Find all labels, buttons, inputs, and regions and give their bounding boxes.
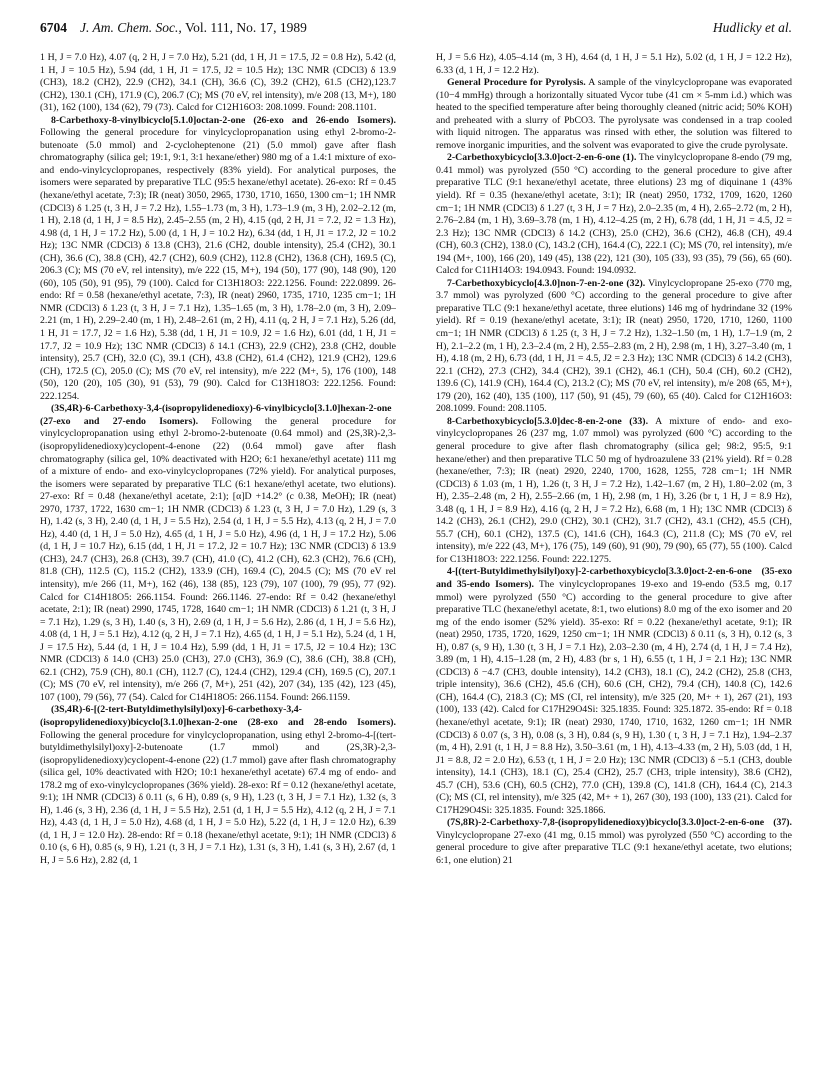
paragraph-title: General Procedure for Pyrolysis. [447,77,586,89]
running-authors: Hudlicky et al. [712,20,792,35]
paragraph [40,115,396,404]
paragraph-body: A mixture of endo- and exo-vinylcyclopropanes 26 (237 mg, 1.07 mmol) was pyrolyzed (600 °C) according to the general procedure to give after flash chromatography (silica gel; 98:2, 95:5, 9:1 hexane/ether) and then preparative TLC 50 mg of hydroazulene 33 (21% yield). Rf = 0.28 (hexane/ether, 7:3); IR (neat) 2920, 2240, 1700, 1628, 1255, 728 cm−1; 1H NMR (CDCl3) δ 1.03 (m, 1 H), 1.26 (t, 3 H, J = 7.2 Hz), 1.42–1.67 (m, 2 H), 1.80–2.02 (m, 3 H), 2.35–2.48 (m, 2 H), 2.55–2.66 (m, 1 H), 2.98 (m, 1 H), 3.26 (br t, 1 H, J = 8.9 Hz), 3.48 (q, 1 H, J = 8.9 Hz), 4.16 (q, 2 H, J = 7.2 Hz), 6.68 (m, 1 H); 13C NMR (CDCl3) δ 14.2 (CH3), 26.1 (CH2), 29.0 (CH2), 30.1 (CH2), 31.7 (CH2), 43.1 (CH2), 45.5 (CH), 55.7 (CH), 60.1 (CH2), 137.5 (C), 141.6 (CH), 164.3 (C), 211.8 (C); MS (70 eV, rel intensity), m/e 222 (43, M+), 176 (75), 149 (60), 91 (90), 79 (90), 65 (77), 55 (100). Calcd for C13H18O3: 222.1256. Found: 222.1275. [436,415,792,565]
paragraph-body: Vinylcyclopropane 27-exo (41 mg, 0.15 mmol) was pyrolyzed (550 °C) according to the general procedure to give after preparative TLC (9:1 hexane/ethyl acetate, two elutions; 6:1, one elution) 21 [436,829,792,866]
paragraph-title: 8-Carbethoxybicyclo[5.3.0]dec-8-en-2-one (33). [447,415,649,427]
paragraph-body: The vinylcyclopropane 8-endo (79 mg, 0.41 mmol) was pyrolyzed (550 °C) according to the general procedure to give after preparative TLC (9:1 hexane/ethyl acetate, three elutions) 23 mg of diquinane 1 (43% yield). Rf = 0.35 (hexane/ethyl acetate, 3:1); IR (neat) 2950, 1732, 1709, 1620, 1260 cm−1; 1H NMR (CDCl3) δ 1.27 (t, 3 H, J = 7 Hz), 2.0–2.35 (m, 4 H), 2.65–2.72 (m, 2 H), 2.76–2.84 (m, 1 H), 3.69–3.78 (m, 1 H), 4.12–4.25 (m, 2 H), 6.78 (dd, 1 H, J1 = 4.5, J2 = 2.3 Hz); 13C NMR (CDCl3) δ 14.2 (CH3), 25.0 (CH2), 36.6 (CH2), 46.8 (CH), 49.4 (CH), 60.3 (CH2), 138.0 (C), 143.2 (CH), 164.4 (C), 222.1 (C); MS (70, rel intensity), m/e 194 (M+, 100), 166 (20), 149 (45), 138 (22), 121 (30), 105 (33), 93 (35), 79 (56), 65 (60). Calcd for C11H14O3: 194.0943. Found: 194.0932. [436,152,792,277]
paragraph-body: Following the general procedure for vinylcyclopropanation using ethyl 2-bromo-2-butenoate (0.64 mmol) and (2S,3R)-2,3-(isopropylidenedioxy)cyclopent-4-enone (22) (0.64 mmol) gave after flash chromatography (silica gel, 10% deactivated with H2O; 6:1 hexane/ethyl acetate) 111 mg of a mixture of endo- and exo-vinylcyclopropanes (72% yield). For analytical purposes, the isomers were separated by preparative TLC (6:1 hexane/ethyl acetate, two elutions). 27-exo: Rf = 0.48 (hexane/ethyl acetate, 2:1); [α]D +14.2° (c 0.38, MeOH); IR (neat) 2970, 1737, 1722, 1630 cm−1; 1H NMR (CDCl3) δ 1.23 (t, 3 H, J = 7.0 Hz), 1.29 (s, 3 H), 1.42 (s, 3 H), 2.40 (d, 1 H, J = 5.5 Hz), 2.54 (d, 1 H, J = 5.5 Hz), 4.13 (q, 2 H, J = 7.0 Hz), 4.40 (d, 1 H, J = 5.0 Hz), 4.65 (d, 1 H, J = 5.0 Hz), 4.96 (d, 1 H, J = 17.2 Hz), 5.06 (d, 1 H, J = 10.7 Hz), 6.15 (dd, 1 H, J1 = 17.2, J2 = 10.7 Hz); 13C NMR (CDCl3) δ 13.9 (CH3), 24.7 (CH3), 26.8 (CH3), 39.7 (CH), 41.0 (C), 41.2 (CH), 62.3 (CH2), 76.6 (CH), 81.8 (CH), 112.5 (C), 115.2 (CH2), 133.9 (CH), 169.4 (C), 204.5 (C); MS (70 eV rel intensity), m/e 266 (11, M+), 162 (46), 138 (85), 123 (79), 107 (100), 79 (95), 77 (92). Calcd for C14H18O5: 266.1154. Found: 266.1146. 27-endo: Rf = 0.42 (hexane/ethyl acetate, 2:1); IR (neat) 2990, 1745, 1728, 1640 cm−1; 1H NMR (CDCl3) δ 1.21 (t, 3 H, J = 7.1 Hz), 1.29 (s, 3 H), 1.40 (s, 3 H), 2.69 (d, 1 H, J = 5.6 Hz), 2.86 (d, 1 H, J = 5.6 Hz), 4.08 (d, 1 H, J = 5.1 Hz), 4.12 (q, 2 H, J = 7.1 Hz), 4.65 (d, 1 H, J = 5.1 Hz), 5.24 (d, 1 H, J = 17.5 Hz), 5.44 (d, 1 H, J = 10.4 Hz), 5.99 (dd, 1 H, J1 = 17.5, J2 = 10.4 Hz); 13C NMR (CDCl3) δ 14.0 (CH3) 25.0 (CH3), 27.0 (CH3), 36.9 (C), 38.6 (CH), 38.8 (CH), 62.1 (CH2), 75.9 (CH), 80.1 (CH), 112.7 (C), 124.4 (CH2), 129.4 (CH), 169.5 (C), 207.1 (C); MS (70 eV, rel intensity), m/e 266 (7, M+), 251 (42), 207 (34), 135 (42), 123 (45), 107 (100), 79 (56), 77 (54). Calcd for C14H18O5: 266.1154. Found: 266.1159. [40,415,396,703]
paragraph-title: (7S,8R)-2-Carbethoxy-7,8-(isopropylidenedioxy)bicyclo[3.3.0]oct-2-en-6-one (37). [447,817,792,829]
running-header [40,20,792,42]
paragraph-title: (3S,4R)-6-Carbethoxy-3,4-(isopropylidenedioxy)-6-vinylbicyclo[3.1.0]hexan-2-one (27-exo and 27-endo Isomers). [40,403,392,427]
paragraph [40,704,396,867]
journal-issue: Vol. 111, No. 17, 1989 [185,20,307,35]
paragraph [436,416,792,567]
paragraph [436,817,792,867]
paragraph-title: (3S,4R)-6-[(2-tert-Butyldimethylsilyl)oxy]-6-carbethoxy-3,4-(isopropylidenedioxy)bicyclo[3.1.0]hexan-2-one (28-exo and 28-endo Isomers). [40,704,396,728]
paragraph-body: Following the general procedure for vinylcyclopropanation using ethyl 2-bromo-2-butenoate (5.0 mmol) and 2-cycloheptenone (21) (5.0 mmol) gave after flash chromatography (silica gel; 19:1, 9:1, 3:1 hexane/ether) 980 mg of a 1.4:1 mixture of exo- and endo-vinylcyclopropanes, respectively (83% yield). For analytical purposes, the isomers were separated by preparative TLC (95:5 hexane/ethyl acetate). 26-exo: Rf = 0.45 (hexane/ethyl acetate, 7:3); IR (neat) 3050, 2965, 1730, 1710, 1650, 1300 cm−1; 1H NMR (CDCl3) δ 1.25 (t, 3 H, J = 7.2 Hz), 1.55–1.73 (m, 3 H), 1.73–1.9 (m, 3 H), 2.02–2.12 (m, 1 H), 2.18 (d, 1 H, J = 8.5 Hz), 2.45–2.55 (m, 2 H), 4.15 (qd, 2 H, J1 = 7.2, J2 = 1.3 Hz), 4.98 (d, 1 H, J = 17.2 Hz), 5.00 (d, 1 H, J = 10.2 Hz), 6.34 (dd, 1 H, J1 = 17.2, J2 = 10.2 Hz); 13C NMR (CDCl3) δ 13.8 (CH3), 21.6 (CH2, double intensity), 25.4 (CH2), 30.1 (CH), 36.6 (C), 38.8 (CH), 42.7 (CH2), 60.9 (CH2), 112.8 (CH2), 136.8 (CH), 169.5 (C), 206.3 (C); MS (70 eV, rel intensity), m/e 222 (15, M+), 194 (50), 177 (90), 148 (90), 120 (60), 105 (50), 91 (95), 79 (100). Calcd for C13H18O3: 222.1256. Found: 222.0899. 26-endo: Rf = 0.58 (hexane/ethyl acetate, 7:3), IR (neat) 2960, 1735, 1710, 1235 cm−1; 1H NMR (CDCl3) δ 1.23 (t, 3 H, J = 7.1 Hz), 1.35–1.65 (m, 3 H), 1.78–2.0 (m, 3 H), 2.09–2.21 (m, 1 H), 2.29–2.40 (m, 1 H), 2.48–2.61 (m, 2 H), 4.11 (q, 2 H, J = 7.1 Hz), 5.26 (dd, 1 H, J1 = 17.7, J2 = 1.6 Hz), 5.38 (dd, 1 H, J1 = 10.9, J2 = 1.6 Hz), 6.01 (dd, 1 H, J1 = 17.7, J2 = 10.9 Hz); 13C NMR (CDCl3) δ 14.1 (CH3), 22.9 (CH2), 23.8 (CH2, double intensity), 25.7 (CH), 32.0 (C), 39.1 (CH), 43.8 (CH2), 61.4 (CH2), 121.9 (CH2), 129.6 (CH), 172.5 (C), 205.0 (C); MS (70 eV, rel intensity), m/e 222 (M+, 5), 176 (100), 148 (50), 120 (20), 105 (30), 91 (53), 79 (90). Calcd for C13H18O3: 222.1256. Found: 222.1254. [40,127,396,402]
paragraph [436,152,792,277]
paragraph-body: Vinylcyclopropane 25-exo (770 mg, 3.7 mmol) was pyrolyzed (600 °C) according to the general procedure to give after preparative TLC (9:1 hexane/ethyl acetate, three elutions) 146 mg of hydrindane 32 (19% yield). Rf = 0.19 (hexane/ethyl acetate, 3:1); IR (neat) 2950, 1720, 1710, 1260, 1100 cm−1; 1H NMR (CDCl3) δ 1.25 (t, 3 H, J = 7.2 Hz), 1.32–1.50 (m, 1 H), 1.7–1.9 (m, 2 H), 2.1–2.2 (m, 1 H), 2.3–2.4 (m, 2 H), 2.55–2.83 (m, 2 H), 2.98 (m, 1 H), 3.27–3.40 (m, 1 H), 4.18 (m, 2 H), 6.73 (dd, 1 H, J1 = 4.5, J2 = 2.3 Hz); 13C NMR (CDCl3) δ 14.2 (CH3), 22.1 (CH2), 27.3 (CH2), 34.4 (CH2), 39.1 (CH2), 46.1 (CH), 50.4 (CH), 60.2 (CH2), 139.6 (C), 141.9 (CH), 164.4 (C), 213.2 (C); MS (70 eV, rel intensity), m/e 208 (65, M+), 179 (20), 162 (40), 135 (100), 117 (50), 91 (45), 79 (60), 65 (40). Calcd for C12H16O3: 208.1099. Found: 208.1105. [436,277,792,415]
paragraph [436,77,792,152]
paragraph-title: 4-[(tert-Butyldimethylsilyl)oxy]-2-carbethoxybicyclo[3.3.0]oct-2-en-6-one (35-exo and 35-endo Isomers). [436,566,792,590]
journal-citation [80,20,307,36]
paragraph-body: A sample of the vinylcyclopropane was evaporated (10−4 mmHg) through a horizontally situated Vycor tube (41 cm × 5-mm i.d.) which was heated to the specified temperature after being thoroughly cleaned (nitric acid; 50% KOH) and preheated with a slurry of PbCO3. The pyrolysate was condensed in a trap cooled with liquid nitrogen. The apparatus was rinsed with ether, the solution was filtered to remove inorganic impurities, and the solvent was evaporated to give the crude pyrolysate. [436,77,792,151]
paragraph [436,278,792,416]
left-column [40,52,396,1062]
journal-name: J. Am. Chem. Soc., [80,20,182,35]
paragraph-body: 1 H, J = 7.0 Hz), 4.07 (q, 2 H, J = 7.0 Hz), 5.21 (dd, 1 H, J1 = 17.5, J2 = 0.8 Hz), 5.42 (d, 1 H, J = 10.5 Hz), 5.94 (dd, 1 H, J1 = 17.5, J2 = 10.5 Hz); 13C NMR (CDCl3) δ 13.9 (CH3), 18.2 (CH2), 22.9 (CH2), 34.1 (CH), 36.6 (C), 39.2 (CH2), 61.5 (CH2),123.7 (CH2), 130.1 (CH), 171.9 (C), 206.7 (C); MS (70 eV, rel intensity), m/e 208 (13, M+), 180 (31), 162 (100), 134 (62), 79 (73). Calcd for C12H16O3: 208.1099. Found: 208.1101. [40,52,396,114]
paragraph-body: Following the general procedure for vinylcyclopropanation, using ethyl 2-bromo-4-[(tert-butyldimethylsilyl)oxy]-2-butenoate (1.7 mmol) and (2S,3R)-2,3-(isopropylidenedioxy)cyclopent-4-enone (22) (1.7 mmol) gave after flash chromatography (silica gel, 10% deactivated with H2O; 10:1 hexane/ethyl acetate) 67.4 mg of endo- and 178.2 mg of exo-vinylcyclopropanes (36% yield). 28-exo: Rf = 0.12 (hexane/ethyl acetate, 9:1); 1H NMR (CDCl3) δ 0.11 (s, 6 H), 0.89 (s, 9 H), 1.23 (t, 3 H, J = 7.1 Hz), 1.32 (s, 3 H), 1.46 (s, 3 H), 2.36 (d, 1 H, J = 5.5 Hz), 2.51 (d, 1 H, J = 5.5 Hz), 4.12 (q, 2 H, J = 7.1 Hz), 4.43 (d, 1 H, J = 5.0 Hz), 4.68 (d, 1 H, J = 5.0 Hz), 5.22 (d, 1 H, J = 12.0 Hz), 6.39 (d, 1 H, J = 12.0 Hz). 28-endo: Rf = 0.18 (hexane/ethyl acetate, 9:1); 1H NMR (CDCl3) δ 0.10 (s, 6 H), 0.85 (s, 9 H), 1.21 (t, 3 H, J = 7.1 Hz), 1.31 (s, 3 H), 1.41 (s, 3 H), 2.67 (d, 1 H, J = 5.6 Hz), 2.82 (d, 1 [40,729,396,866]
page-number: 6704 [40,20,67,35]
paragraph [40,403,396,704]
paragraph-title: 8-Carbethoxy-8-vinylbicyclo[5.1.0]octan-2-one (26-exo and 26-endo Isomers). [51,114,396,126]
paragraph-title: 7-Carbethoxybicyclo[4.3.0]non-7-en-2-one (32). [447,277,646,289]
paragraph [436,52,792,77]
right-column [436,52,792,1062]
paragraph-body: The vinylcyclopropanes 19-exo and 19-endo (53.5 mg, 0.17 mmol) were pyrolyzed (550 °C) according to the general procedure to give after preparative TLC (hexane/ethyl acetate, 8:1, two elutions) 8.0 mg of the exo isomer and 20 mg of the endo isomer (52% yield). 35-exo: Rf = 0.22 (hexane/ethyl acetate, 9:1); IR (neat) 2950, 1735, 1720, 1629, 1250 cm−1; 1H NMR (CDCl3) δ 0.11 (s, 3 H), 0.12 (s, 3 H), 0.87 (s, 9 H), 1.30 (t, 3 H, J = 7.1 Hz), 2.03–2.30 (m, 4 H), 2.74 (d, 1 H, J = 7.4 Hz), 3.89 (m, 1 H), 4.15–1.28 (m, 2 H), 4.83 (br s, 1 H), 6.55 (t, 1 H, J = 2.1 Hz); 13C NMR (CDCl3) δ −4.7 (CH3, double intensity), 14.2 (CH3), 18.1 (C), 24.2 (CH2), 25.8 (CH3, triple intensity), 36.6 (CH2), 45.6 (CH), 60.6 (CH, CH2), 79.4 (CH), 140.8 (C), 142.6 (CH), 164.4 (C), 218.3 (C); MS (CI, rel intensity), m/e 325 (20, M+ + 1), 267 (21), 193 (100), 133 (42). Calcd for C17H29O4Si: 325.1835. Found: 325.1872. 35-endo: Rf = 0.18 (hexane/ethyl acetate, 9:1); IR (neat) 2930, 1740, 1710, 1632, 1260 cm−1; 1H NMR (CDCl3) δ 0.07 (s, 3 H), 0.08 (s, 3 H), 0.84 (s, 9 H), 1.30 ( t, 3 H, J = 7.1 Hz), 1.94–2.37 (m, 4 H), 2.91 (t, 1 H, J = 8.8 Hz), 3.50–3.61 (m, 1 H), 4.13–4.33 (m, 2 H), 5.03 (dd, 1 H, J1 = 8.8, J2 = 2.0 Hz), 6.53 (t, 1 H, J = 2.0 Hz); 13C NMR (CDCl3) δ −5.1 (CH3, double intensity), 14.1 (CH3), 18.1 (C), 25.4 (CH2), 25.7 (CH3, triple intensity), 38.6 (CH2), 45.7 (CH), 53.6 (CH), 60.5 (CH2), 77.0 (CH), 139.8 (C), 141.8 (CH), 164.4 (C), 214.3 (C); MS (CI, rel intensity), m/e 325 (42, M+ + 1), 267 (30), 193 (100), 133 (21). Calcd for C17H29O4Si: 325.1835. Found: 325.1866. [436,578,792,816]
paragraph-body: H, J = 5.6 Hz), 4.05–4.14 (m, 3 H), 4.64 (d, 1 H, J = 5.1 Hz), 5.02 (d, 1 H, J = 12.2 Hz), 6.33 (d, 1 H, J = 12.2 Hz). [436,52,792,76]
paragraph [40,52,396,115]
paragraph-title: 2-Carbethoxybicyclo[3.3.0]oct-2-en-6-one (1). [447,152,637,164]
paragraph [436,566,792,817]
